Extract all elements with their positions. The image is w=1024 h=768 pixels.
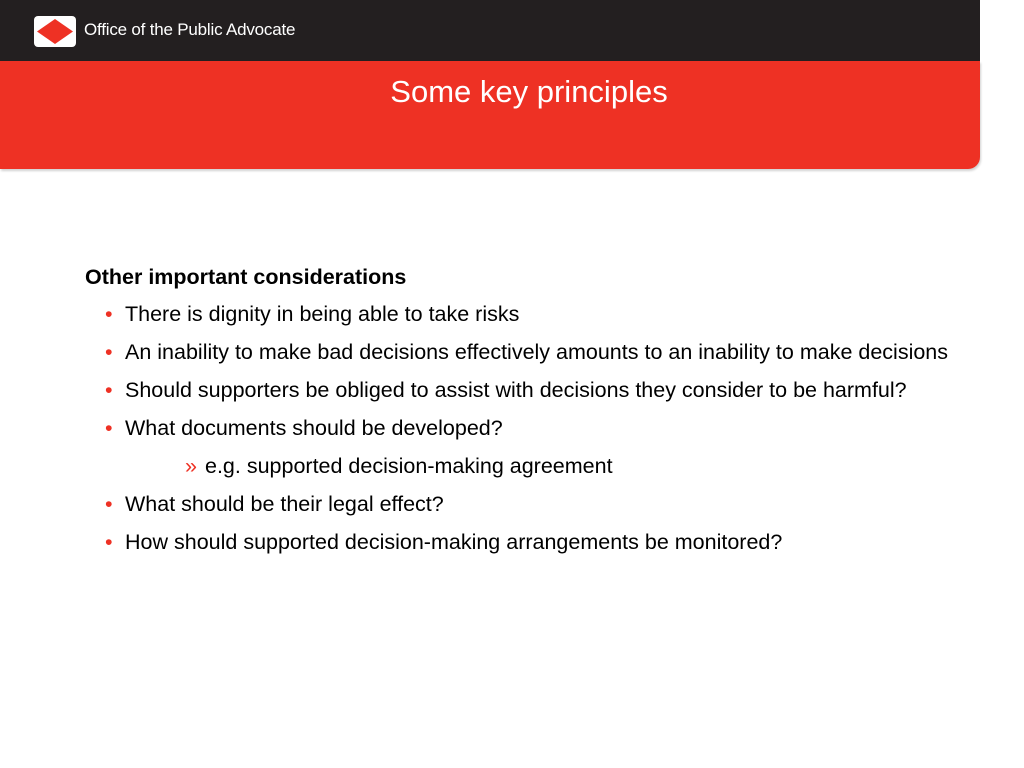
section-heading: Other important considerations bbox=[85, 265, 407, 289]
header-bar bbox=[0, 0, 980, 61]
list-item bbox=[85, 337, 965, 368]
list-item-text: What documents should be developed? bbox=[125, 416, 503, 440]
list-item bbox=[85, 413, 965, 444]
list-item-text: Should supporters be obliged to assist with decisions they consider to be harmful? bbox=[125, 378, 907, 402]
list-item bbox=[85, 489, 965, 520]
bullet-icon: • bbox=[105, 302, 113, 326]
sub-list-item bbox=[85, 451, 965, 482]
chevron-bullet-icon: » bbox=[185, 454, 197, 478]
slide-content bbox=[85, 262, 965, 565]
list-item-text: What should be their legal effect? bbox=[125, 492, 444, 516]
bullet-icon: • bbox=[105, 340, 113, 364]
bullet-icon: • bbox=[105, 378, 113, 402]
list-item-text: How should supported decision-making arrangements be monitored? bbox=[125, 530, 783, 554]
organization-name: Office of the Public Advocate bbox=[84, 20, 296, 39]
bullet-icon: • bbox=[105, 492, 113, 516]
list-item bbox=[85, 375, 965, 406]
list-item-text: e.g. supported decision-making agreement bbox=[205, 454, 613, 478]
list-item bbox=[85, 299, 965, 330]
red-diamond-icon bbox=[34, 16, 76, 47]
bullet-icon: • bbox=[105, 416, 113, 440]
list-item bbox=[85, 527, 965, 558]
list-item-text: There is dignity in being able to take risks bbox=[125, 302, 520, 326]
list-item-text: An inability to make bad decisions effectively amounts to an inability to make decisions bbox=[125, 340, 949, 364]
bullet-icon: • bbox=[105, 530, 113, 554]
slide-title: Some key principles bbox=[390, 74, 668, 109]
bullet-list bbox=[85, 299, 965, 558]
